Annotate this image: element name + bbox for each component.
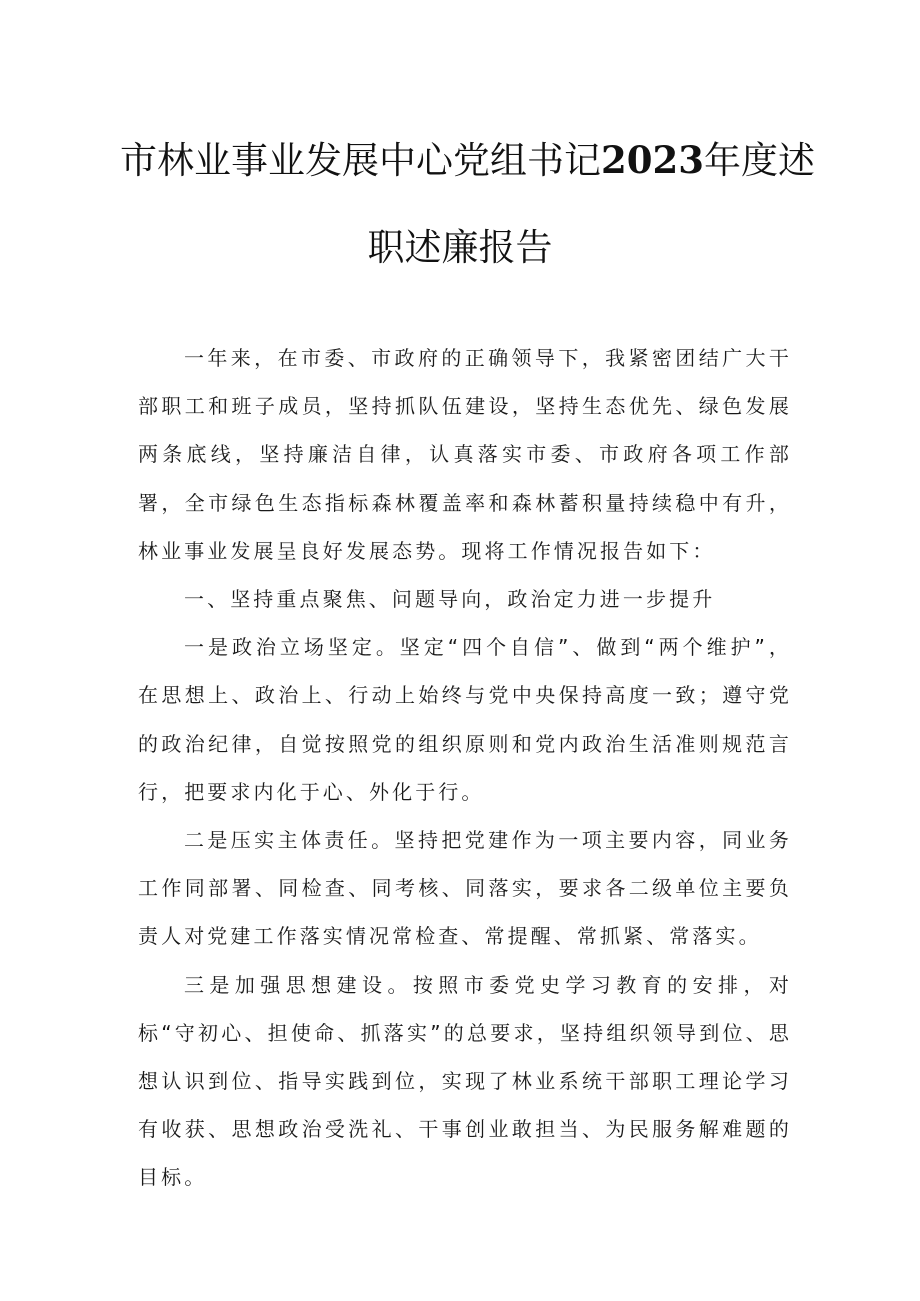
- title-text-part-1: 市林业事业发展中心党组书记: [120, 139, 601, 182]
- intro-paragraph: 一年来，在市委、市政府的正确领导下，我紧密团结广大干部职工和班子成员，坚持抓队伍建设，坚持生态优先、绿色发展两条底线，坚持廉洁自律，认真落实市委、市政府各项工作部署，全市绿色生态指标森林覆盖率和森林蓄积量持续稳中有升，林业事业发展呈良好发展态势。现将工作情况报告如下：: [138, 346, 792, 563]
- title-text-part-2: 年度述: [703, 139, 815, 182]
- section-heading-1: 一、坚持重点聚焦、问题导向，政治定力进一步提升: [184, 587, 716, 612]
- document-title-line-1: [120, 138, 815, 182]
- document-title-line-2: 职述廉报告: [367, 226, 553, 269]
- paragraph-main-responsibility: 二是压实主体责任。坚持把党建作为一项主要内容，同业务工作同部署、同检查、同考核、同落实，要求各二级单位主要负责人对党建工作落实情况常检查、常提醒、常抓紧、常落实。: [138, 828, 792, 949]
- document-body: [138, 334, 792, 1202]
- paragraph-political-stance: 一是政治立场坚定。坚定“四个自信”、做到“两个维护”，在思想上、政治上、行动上始终与党中央保持高度一致；遵守党的政治纪律，自觉按照党的组织原则和党内政治生活准则规范言行，把要求内化于心、外化于行。: [138, 635, 792, 804]
- title-year: 2023: [601, 138, 704, 182]
- paragraph-ideological-building: 三是加强思想建设。按照市委党史学习教育的安排，对标“守初心、担使命、抓落实”的总要求，坚持组织领导到位、思想认识到位、指导实践到位，实现了林业系统干部职工理论学习有收获、思想政治受洗礼、干事创业敢担当、为民服务解难题的目标。: [138, 972, 792, 1190]
